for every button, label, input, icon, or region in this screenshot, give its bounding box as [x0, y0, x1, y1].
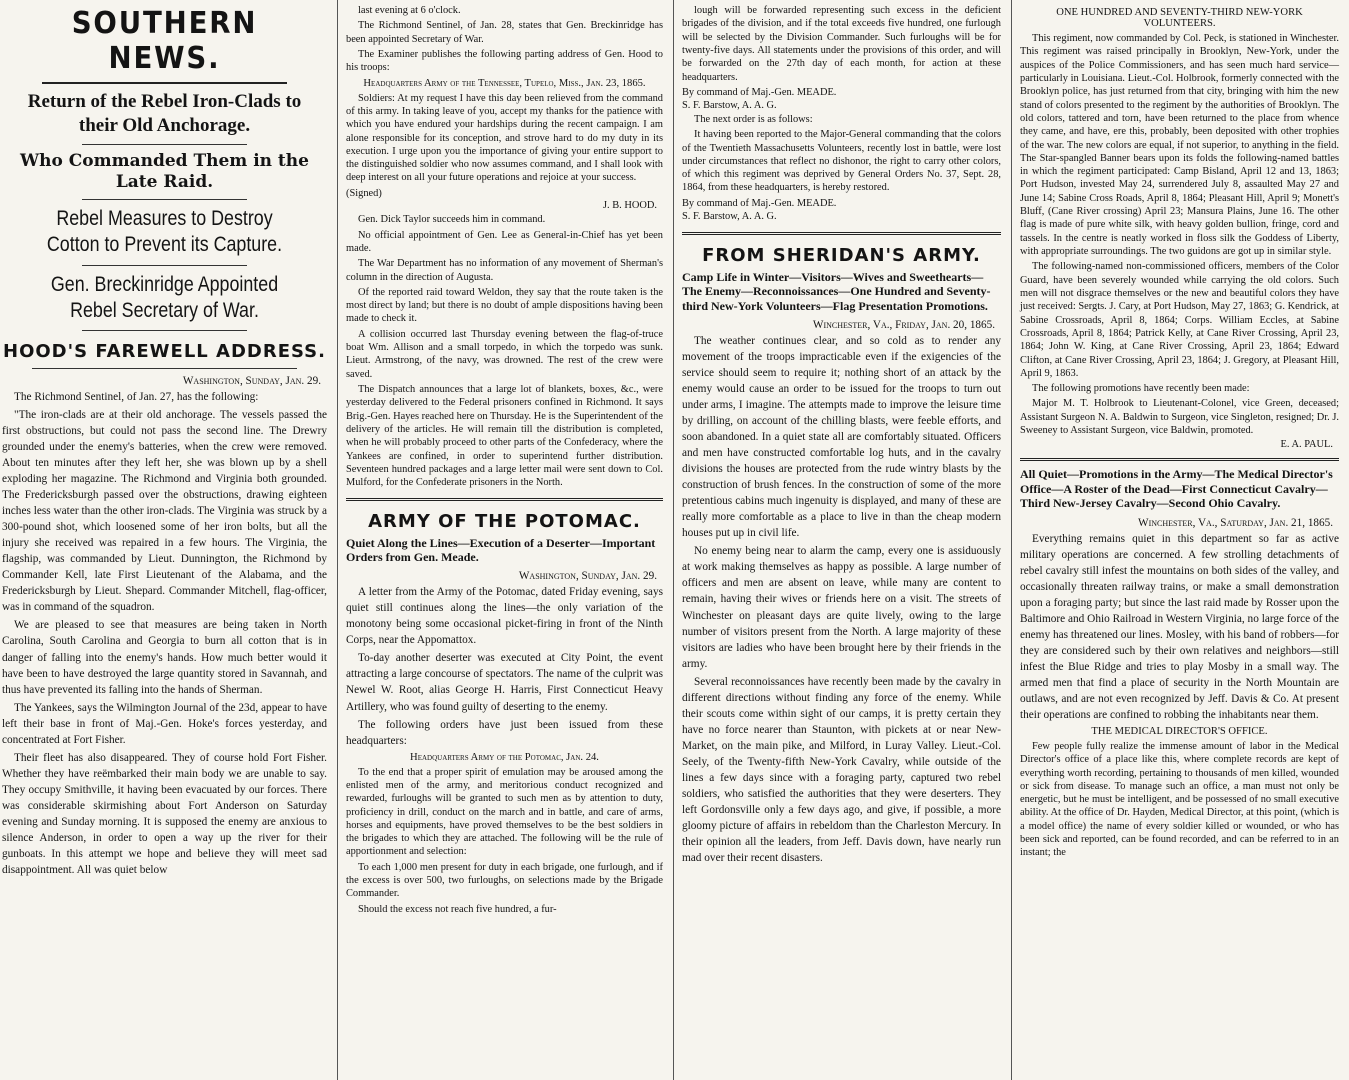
article-paragraph: Their fleet has also disappeared. They of course hold Fort Fisher. Whether they have reëmbarked their main body we are unable to say. They occupy Smithville, it having been evacuated by our forces. There was considerable skirmishing about Fort Anderson on Saturday evening and Sunday morning. It is supposed the enemy are anxious to silence Anderson, in order to open a way up the river for their gunboats. In this attempt we hope and believe they will meet sad disappointment. All was quiet below [2, 751, 327, 876]
divider [1020, 458, 1339, 461]
column-1 [0, 0, 338, 1080]
signature: J. B. HOOD. [603, 200, 657, 212]
dateline: Winchester, Va., Saturday, Jan. 21, 1865. [1138, 516, 1333, 529]
article-paragraph: To-day another deserter was executed at City Point, the event attracting a large concourse of spectators. The name of the culprit was Newel W. Root, alias George H. Harris, First Connecticut Heavy Artillery, who was found guilty of deserting to the enemy. [346, 652, 663, 713]
article-paragraph: The Richmond Sentinel, of Jan. 27, has the following: [14, 391, 259, 403]
article-paragraph: The War Department has no information of any movement of Sherman's column in the direction of Augusta. [346, 258, 663, 283]
subheading: All Quiet—Promotions in the Army—The Medical Director's Office—A Roster of the Dead—First Connecticut Cavalry—Third New-Jersey Cavalry—Second Ohio Cavalry. [1020, 467, 1333, 511]
address-text: Soldiers: At my request I have this day been relieved from the command of this army. In taking leave of you, accept my thanks for the patience with which you have endured your hardships during the recent campaign. I am alone responsible for its conception, and strove hard to do my duty in its execution. I urge upon you the importance of giving your entire support to the distinguished soldier who now assumes command, and I shall look with deep interest on all your future operations and rejoice at your success. [346, 92, 663, 184]
order-text: To each 1,000 men present for duty in each brigade, one furlough, and if the excess is over 500, two furloughs, on selections made by the Brigade Commander. [346, 861, 663, 900]
deck-iron-clads: Return of the Rebel Iron-Clads to their Old Anchorage. [27, 91, 302, 136]
article-paragraph: The weather continues clear, and so cold as to render any movement of the troops impracticable even if the exigencies of the service should seem to require it; nothing short of an attack by the enemy would cause an order to be issued for the troops to turn out under arms, I imagine. The attempts made to improve the leisure time by drilling, on account of the chilling blasts, were feeble efforts, and soon abandoned. In a quiet state all are comfortably situated. Officers and men have constructed comfortable log huts, and in the cavalry divisions the houses are protected from the rude wintry blasts by the construction of brush fences. In the construction of some of the more pretentious cabins much ingenuity is displayed, and many of these are really more comfortable as a place to live in than the cheap modern houses put up in civil life. [682, 334, 1001, 540]
headquarters-line: Headquarters Army of the Tennessee, Tupelo, Miss., Jan. 23, 1865. [363, 77, 646, 89]
article-paragraph: Major M. T. Holbrook to Lieutenant-Colonel, vice Green, deceased; Assistant Surgeon N. A. Baldwin to Surgeon, vice Singleton, resigned; Dr. J. Sweeney to Assistant Surgeon, vice Baldwin, promoted. [1020, 398, 1339, 437]
divider [82, 144, 247, 145]
article-paragraph: Of the reported raid toward Weldon, they say that the route taken is the most direct by land; but there is no doubt of ample dispositions having been made to check it. [346, 286, 663, 325]
dateline: Winchester, Va., Friday, Jan. 20, 1865. [812, 318, 995, 331]
order-text: lough will be forwarded representing such excess in the deficient brigades of the division, and if the total exceeds five hundred, one furlough will be selected by the Division Commander. Such furloughs will be for twenty-five days. All statements under the provisions of this order, and will be forwarded on the 27th day of each month, for action at these headquarters. [682, 5, 1001, 83]
article-paragraph: A letter from the Army of the Potomac, dated Friday evening, says quiet still continues along the lines—the only variation of the monotony being some occasional picket-firing in front of the Ninth Corps, near the Appomattox. [346, 586, 663, 647]
article-paragraph: This regiment, now commanded by Col. Peck, is stationed in Winchester. This regiment was raised principally in Brooklyn, New-York, under the auspices of the Police Commissioners, and has seen much hard service—particularly in Louisiana. Lieut.-Col. Holbrook, formerly connected with the Brooklyn police, has just returned from that city, bringing with him the new stand of colors presented to the regiment by the authorities of Brooklyn. The old colors, tattered and torn, have been returned to the place from whence they came, and have, ere this, probably, been deposited with other trophies of the war. The new colors are equal, if not superior, to anything in the field. The Star-spangled Banner bears upon its folds the following-named battles in which the regiment participated: Camp Bisland, April 12 and 13, 1863; Port Hudson, invested May 24, surrendered July 8, assaulted May 27 and June 14; Sabine Cross Roads, April 8, 1864; Pleasant Hill, April 9; Monett's Bluff, (Cane River crossing) April 23; Mansura Plains, June 16. The other flag is made of pure white silk, with heavy golden bullion, fringe, cord and tassels. In the centre is neatly worked in floss silk the Goddess of Liberty, with appropriate surroundings. The two guidons are got up in similar style. [1020, 33, 1339, 257]
section-heading: HOOD'S FAREWELL ADDRESS. [3, 341, 326, 362]
article-paragraph: "The iron-clads are at their old anchorage. The vessels passed the first obstructions, but could not pass the second line. The Drewry grounded under the enemy's batteries, when the crew were removed. About ten minutes after they left her, she was blown up by a shell exploding her magazine. The Richmond and Virginia both grounded. The Fredericksburgh passed over the obstructions, drawing eighteen inches less water than the other iron-clads. The Virginia was struck by a 300-pound shot, which loosened some of her iron bolts, but all the injury she received was repaired in a few hours. The Virginia, the flagship, was commanded by Lieut. Dunnington, the Richmond by Commander Kell, late First Lieutenant of the Alabama, and the Fredericksburgh by Lieut. Shepard. Commander Mitchell, flag-officer, was in command of the squadron. [2, 409, 327, 614]
headquarters-line: Headquarters Army of the Potomac, Jan. 24. [410, 751, 599, 763]
section-heading: ARMY OF THE POTOMAC. [368, 510, 641, 532]
divider [82, 199, 247, 200]
article-paragraph: Several reconnoissances have recently been made by the cavalry in different directions without finding any force of the enemy. While their scouts come within sight of our camps, it is pretty certain they have no force nearer than Staunton, with pickets at or near New-Market, on the main pike, and Milford, in Luray Valley. Lieut.-Col. Seely, of the Twenty-fifth New-York Cavalry, while outside of the lines a few days since with a foraging party, captured two rebel soldiers, who satisfied the authorities that they were deserters. They left Gordonsville only a few days ago, and give, if possible, a more gloomy picture of affairs in rebeldom than the Charleston Mercury. In their opinion all the leaders, from Jeff. Davis down, have nearly run mad over their recent disasters. [682, 675, 1001, 864]
dateline: Washington, Sunday, Jan. 29. [182, 375, 321, 387]
subheading: Camp Life in Winter—Visitors—Wives and Sweethearts—The Enemy—Reconnoissances—One Hundred and Seventy-third New-York Volunteers—Flag Presentation Promotions. [682, 269, 991, 313]
article-paragraph: The Richmond Sentinel, of Jan. 28, states that Gen. Breckinridge has been appointed Secretary of War. [346, 20, 663, 45]
column-4 [1012, 0, 1349, 1080]
column-3 [674, 0, 1012, 1080]
deck-cotton: Rebel Measures to Destroy Cotton to Prevent its Capture. [46, 207, 283, 257]
article-paragraph: The following promotions have recently been made: [1032, 383, 1250, 395]
article-paragraph: Everything remains quiet in this department so far as active military operations are concerned. A few strolling detachments of rebel cavalry still infest the mountains on both sides of the valley, and occasionally threaten railway trains, or make a small demonstration upon a foraging party; but since the last raid made by Rosser upon the Baltimore and Ohio Railroad in Western Virginia, no large force of the enemy has threatened our lines. Mosley, with his band of robbers—for they are considered such by their own relatives and neighbors—still infest the Blue Ridge and tries to play Mosby in a small way. The armed men that find a place of security in the North Mountain are outlaws, and are not even recognized by Jeff. Davis & Co. At present their operations are confined to robbing the inhabitants near them. [1020, 532, 1339, 721]
order-text: To the end that a proper spirit of emulation may be aroused among the enlisted men of the army, and meritorious conduct recognized and rewarded, furloughs will be granted to such men as by attention to duty, proficiency in drill, conduct on the march and in battle, and care of arms, horses and equipments, have proved themselves to be the best soldiers in the brigades to which they are attached. The following will be the rule of apportionment and selection: [346, 766, 663, 858]
article-paragraph: The Yankees, says the Wilmington Journal of the 23d, appear to have left their base in front of Maj.-Gen. Hoke's forces yesterday, and concentrated at Fort Fisher. [2, 701, 327, 746]
divider [32, 368, 297, 369]
article-paragraph: The following orders have just been issued from these headquarters: [346, 718, 663, 747]
article-paragraph: No official appointment of Gen. Lee as General-in-Chief has yet been made. [346, 229, 663, 254]
subheading: Quiet Along the Lines—Execution of a Deserter—Important Orders from Gen. Meade. [346, 535, 656, 564]
article-paragraph: The Examiner publishes the following parting address of Gen. Hood to his troops: [346, 48, 663, 74]
article-heading: ONE HUNDRED AND SEVENTY-THIRD NEW-YORK VOLUNTEERS. [1056, 7, 1303, 29]
divider [82, 265, 247, 266]
deck-commanders: Who Commanded Them in the Late Raid. [20, 150, 309, 192]
article-paragraph: We are pleased to see that measures are being taken in North Carolina, South Carolina and Georgia to burn all cotton that is in danger of falling into the enemy's hands. How much better would it have been to have destroyed the large quantity stored in Savannah, and thus have prevented its falling into the hands of Sherman. [2, 619, 327, 696]
masthead: SOUTHERN NEWS. [71, 6, 258, 76]
office-heading: THE MEDICAL DIRECTOR'S OFFICE. [1091, 725, 1268, 737]
article-paragraph: A collision occurred last Thursday evening between the flag-of-truce boat Wm. Allison and a small torpedo, in which the torpedo was sunk. Lieut. Armstrong, of the navy, was drowned. The rest of the crew were saved. [346, 328, 663, 380]
article-paragraph: The Dispatch announces that a large lot of blankets, boxes, &c., were yesterday delivered to the Federal prisoners confined in Richmond. It says Brig.-Gen. Hayes reached here on Thursday. He is the Superintendent of the delivery of the articles. He will remain till the distribution is completed, when he will probably proceed to other parts of the Confederacy, where the Yankees are confined, in order to superintend further distribution. Seventeen hundred packages and a large letter mail were sent down to Col. Mulford, for the Confederate prisoners in the North. [346, 384, 663, 489]
article-paragraph: The next order is as follows: [694, 113, 813, 125]
article-paragraph: No enemy being near to alarm the camp, every one is assiduously at work making themselves as happy as possible. A large number of officers and men are absent on leave, while many are content to remain, having their wives or friends here on a visit. The streets of Winchester on pleasant days are quite lively, owing to the large number of visitors present from the North. A large majority of these visitors are ladies who have been brought here by their friends in the army. [682, 545, 1001, 670]
command-line: By command of Maj.-Gen. MEADE. [682, 86, 837, 98]
command-line: By command of Maj.-Gen. MEADE. [682, 197, 837, 209]
section-heading: FROM SHERIDAN'S ARMY. [702, 244, 981, 266]
divider [346, 498, 663, 501]
signature: E. A. PAUL. [1280, 439, 1333, 451]
divider [42, 82, 287, 84]
article-paragraph: The following-named non-commissioned officers, members of the Color Guard, have been severely wounded while carrying the old colors. Such men will not disgrace themselves or the new and beautiful colors they have just received: Sergts. J. Cary, at Port Hudson, May 27, 1863; G. Kendrick, at Sabine Crossroads, April 8, 1864; Corps. William Eccles, at Sabine Crossroads, April 8, 1864; Patrick Kelly, at Cane River Crossing, April 23, 1864; John W. King, at Cane River Crossing, April 23, 1864; Edward Clifton, at Cane River Crossing, April 23, 1864; J. Gregory, at Pleasant Hill, April 9, 1863. [1020, 261, 1339, 379]
signed-label: (Signed) [346, 187, 382, 199]
order-text: It having been reported to the Major-General commanding that the colors of the Twentieth Massachusetts Volunteers, recently lost in battle, were lost under circumstances that reflect no dishonor, the right to carry other colors, of which this regiment was deprived by General Orders No. 37, Sept. 28, 1864, from these headquarters, is hereby restored. [682, 129, 1001, 194]
article-paragraph: Few people fully realize the immense amount of labor in the Medical Director's office of a place like this, where complete records are kept of everything worth recording, pertaining to thousands of men killed, wounded or sick from disease. To manage such an office, a man must not only be energetic, but he must be intelligent, and be possessed of no small executive ability. At the office of Dr. Hayden, Medical Director, at this point, (which is a model office) the name of every soldier killed or wounded, or who has been sick and reported, can be found recorded, and can be referred to in an instant; the [1020, 740, 1339, 859]
column-2 [338, 0, 674, 1080]
adjutant-line: S. F. Barstow, A. A. G. [682, 211, 777, 223]
dateline: Washington, Sunday, Jan. 29. [518, 570, 657, 583]
divider [682, 232, 1001, 235]
deck-breckinridge: Gen. Breckinridge Appointed Rebel Secretary of War. [50, 272, 279, 322]
article-paragraph: Gen. Dick Taylor succeeds him in command. [358, 214, 546, 226]
order-text: Should the excess not reach five hundred, a fur- [358, 903, 557, 915]
article-paragraph: last evening at 6 o'clock. [358, 5, 461, 16]
divider [82, 330, 247, 331]
adjutant-line: S. F. Barstow, A. A. G. [682, 100, 777, 112]
